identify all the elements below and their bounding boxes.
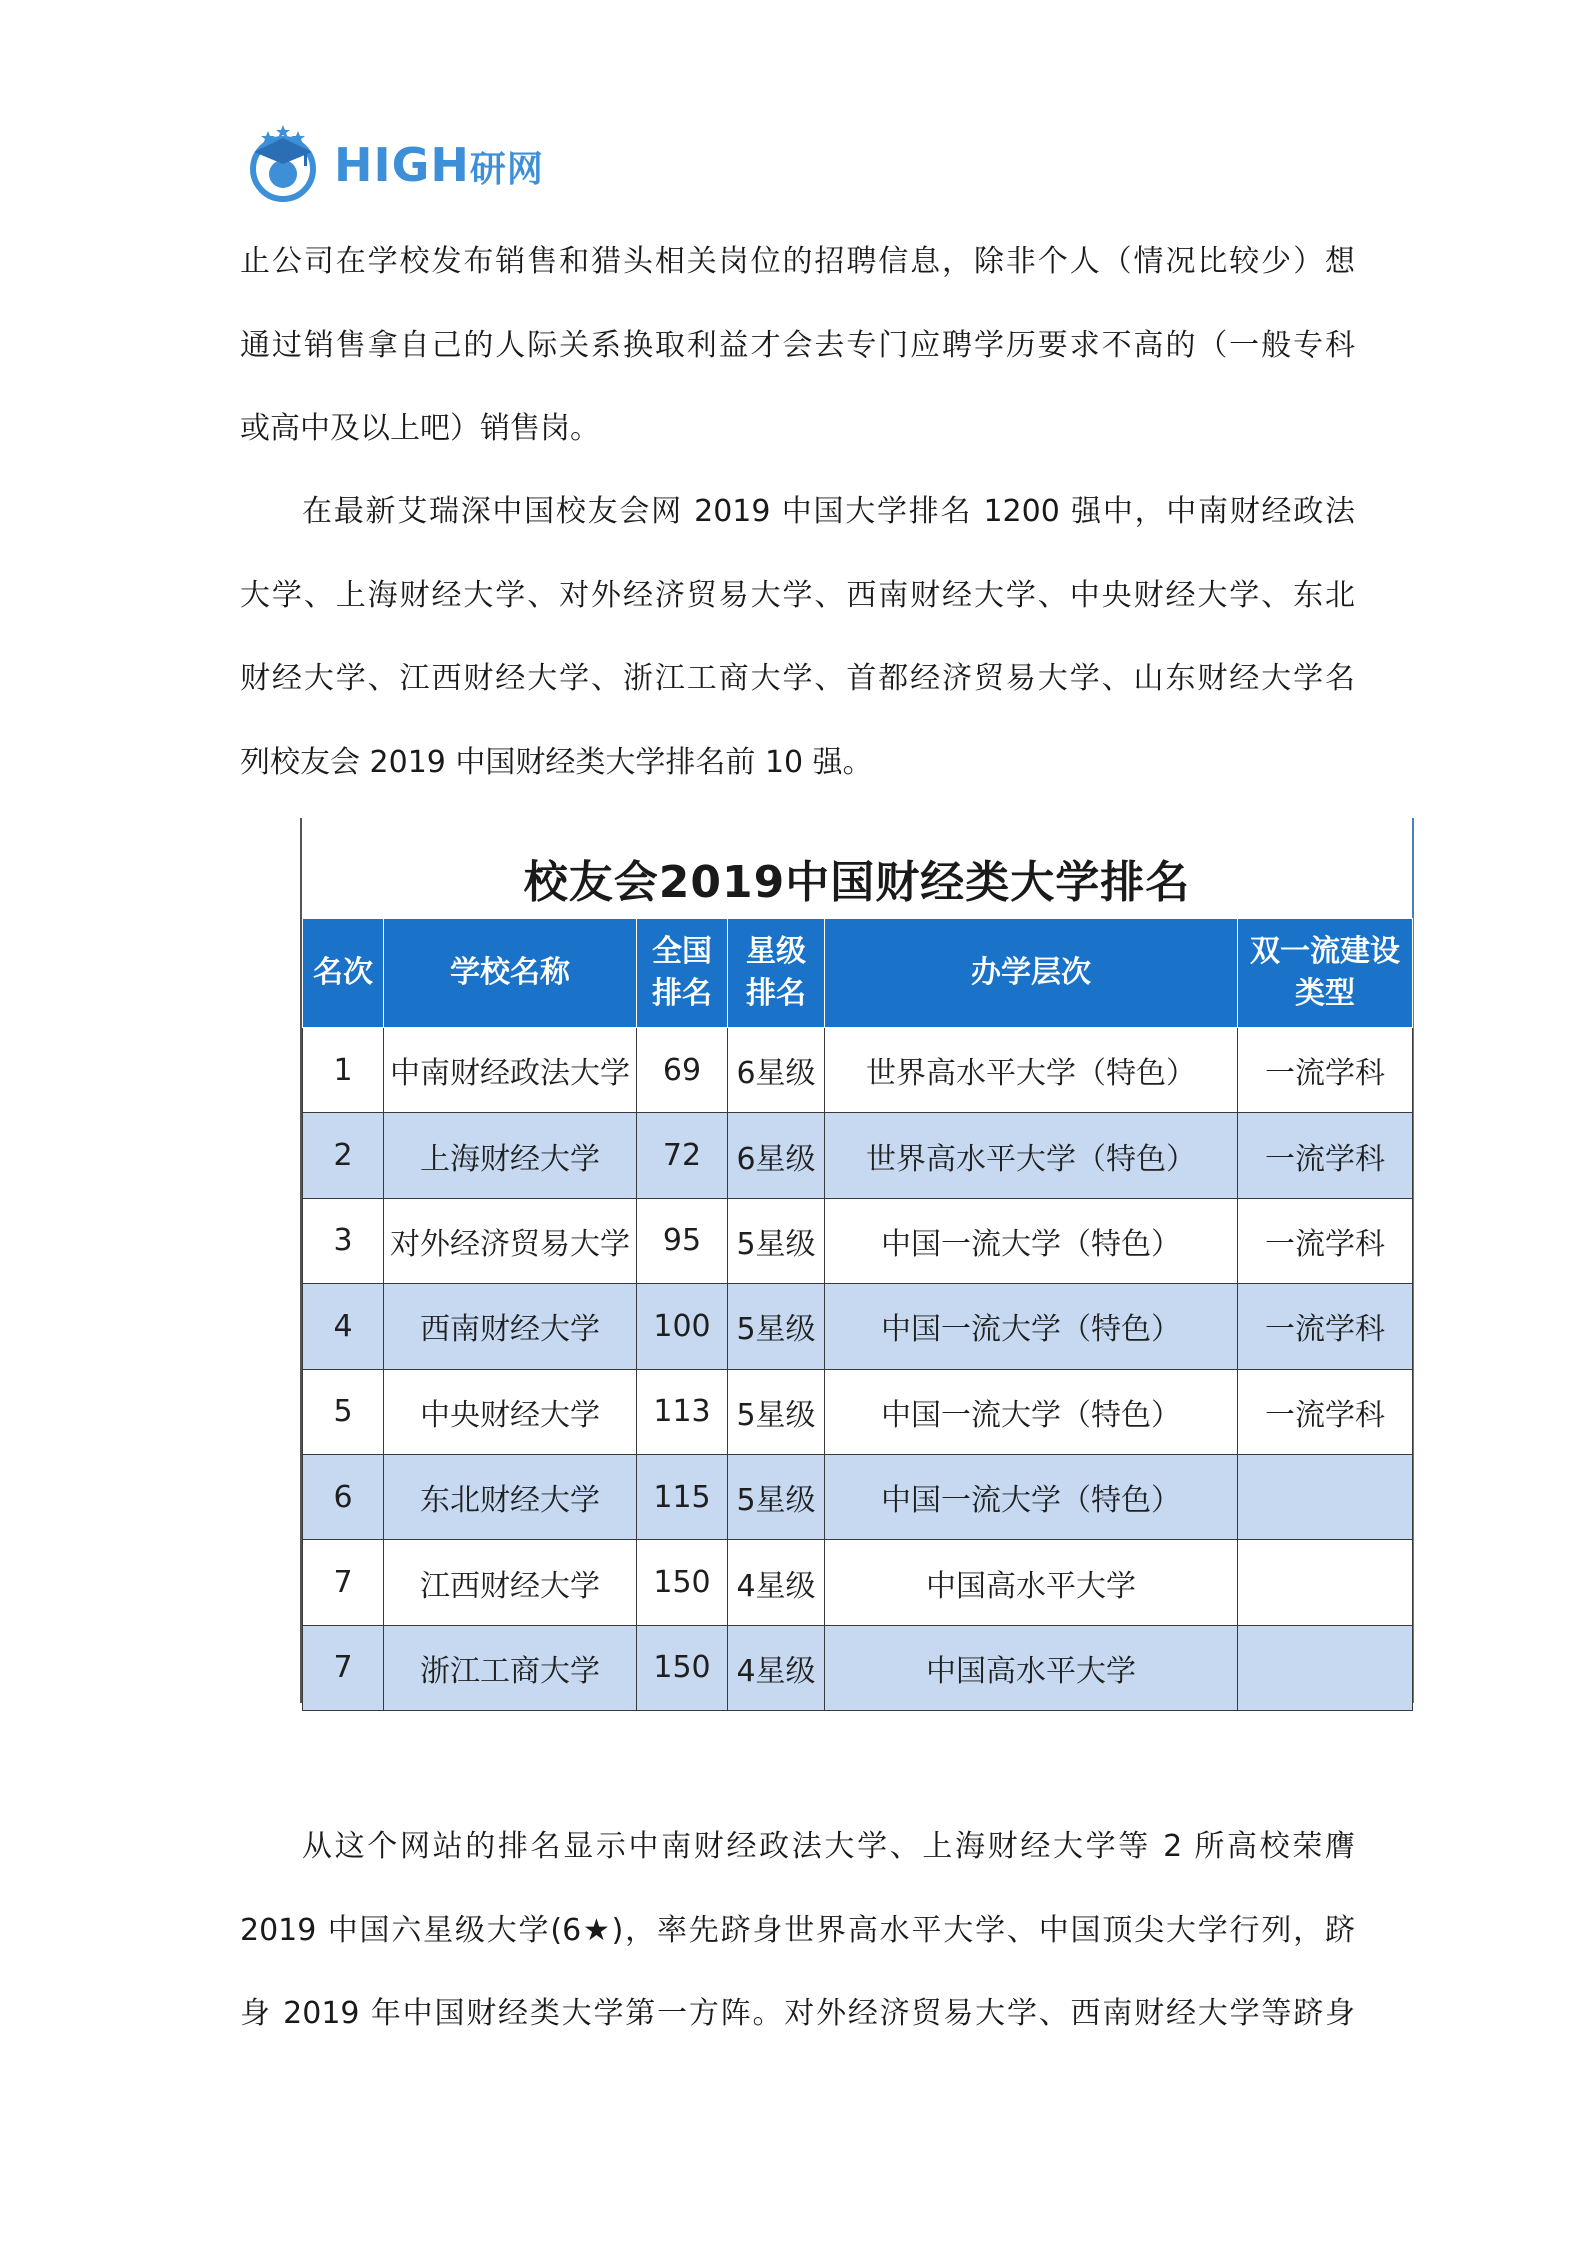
- cell-level: 世界高水平大学（特色）: [825, 1113, 1238, 1198]
- cell-national-rank: 150: [637, 1625, 728, 1710]
- text-line: 通过销售拿自己的人际关系换取利益才会去专门应聘学历要求不高的（一般专科: [240, 327, 1355, 363]
- cell-rank: 1: [303, 1028, 384, 1113]
- cell-double-first: [1238, 1540, 1413, 1625]
- cell-level: 中国高水平大学: [825, 1625, 1238, 1710]
- text-line: 身 2019 年中国财经类大学第一方阵。对外经济贸易大学、西南财经大学等跻身: [240, 1996, 1355, 2031]
- cell-double-first: [1238, 1625, 1413, 1710]
- header-rank: 名次: [303, 919, 384, 1028]
- header-national-rank: [637, 919, 728, 1028]
- cell-rank: 2: [303, 1113, 384, 1198]
- text-line: 在最新艾瑞深中国校友会网 2019 中国大学排名 1200 强中，中南财经政法: [302, 494, 1355, 529]
- cell-level: 中国一流大学（特色）: [825, 1284, 1238, 1369]
- ranking-table-figure: [300, 818, 1414, 1703]
- cell-national-rank: 100: [637, 1284, 728, 1369]
- cell-rank: 7: [303, 1540, 384, 1625]
- cell-stars: 5星级: [728, 1198, 825, 1283]
- cell-level: 中国高水平大学: [825, 1540, 1238, 1625]
- cell-school: 上海财经大学: [384, 1113, 637, 1198]
- cell-stars: 4星级: [728, 1540, 825, 1625]
- cell-stars: 4星级: [728, 1625, 825, 1710]
- cell-rank: 5: [303, 1369, 384, 1454]
- text-line: 大学、上海财经大学、对外经济贸易大学、西南财经大学、中央财经大学、东北: [240, 577, 1355, 613]
- header-school: 学校名称: [384, 919, 637, 1028]
- cell-national-rank: 150: [637, 1540, 728, 1625]
- cell-double-first: 一流学科: [1238, 1113, 1413, 1198]
- cell-school: 中央财经大学: [384, 1369, 637, 1454]
- graduation-cap-icon: [240, 122, 326, 208]
- cell-double-first: [1238, 1454, 1413, 1539]
- header-line: 全国: [652, 934, 712, 969]
- paragraph-2: [240, 470, 1355, 804]
- header-stars: [728, 919, 825, 1028]
- cell-double-first: 一流学科: [1238, 1284, 1413, 1369]
- cell-level: 中国一流大学（特色）: [825, 1454, 1238, 1539]
- cell-stars: 6星级: [728, 1113, 825, 1198]
- header-line: 类型: [1295, 976, 1355, 1011]
- cell-school: 东北财经大学: [384, 1454, 637, 1539]
- cell-level: 中国一流大学（特色）: [825, 1369, 1238, 1454]
- table-header-row: [303, 919, 1413, 1028]
- header-line: 星级: [746, 934, 806, 969]
- cell-double-first: 一流学科: [1238, 1198, 1413, 1283]
- paragraph-1: [240, 220, 1355, 471]
- table-row: [303, 1540, 1413, 1625]
- cell-stars: 5星级: [728, 1369, 825, 1454]
- header-double-first: [1238, 919, 1413, 1028]
- table-row: [303, 1284, 1413, 1369]
- table-title: 校友会2019中国财经类大学排名: [523, 857, 1191, 908]
- text-line: 止公司在学校发布销售和猎头相关岗位的招聘信息，除非个人（情况比较少）想: [240, 244, 1355, 279]
- logo-text-cn: 研网: [469, 149, 544, 190]
- header-line: 双一流建设: [1250, 934, 1400, 969]
- text-line: 或高中及以上吧）销售岗。: [240, 411, 600, 446]
- text-line: 2019 中国六星级大学(6★)，率先跻身世界高水平大学、中国顶尖大学行列，跻: [240, 1912, 1355, 1948]
- cell-school: 对外经济贸易大学: [384, 1198, 637, 1283]
- site-logo: [240, 110, 560, 220]
- cell-school: 浙江工商大学: [384, 1625, 637, 1710]
- paragraph-3: [240, 1805, 1355, 2056]
- cell-national-rank: 95: [637, 1198, 728, 1283]
- text-line: 从这个网站的排名显示中南财经政法大学、上海财经大学等 2 所高校荣膺: [302, 1829, 1355, 1864]
- text-line: 列校友会 2019 中国财经类大学排名前 10 强。: [240, 744, 873, 780]
- cell-national-rank: 72: [637, 1113, 728, 1198]
- cell-school: 西南财经大学: [384, 1284, 637, 1369]
- table-row: [303, 1454, 1413, 1539]
- cell-national-rank: 69: [637, 1028, 728, 1113]
- cell-double-first: 一流学科: [1238, 1369, 1413, 1454]
- table-row: [303, 1369, 1413, 1454]
- table-row: [303, 1113, 1413, 1198]
- header-level: 办学层次: [825, 919, 1238, 1028]
- logo-text: [334, 138, 544, 192]
- cell-stars: 5星级: [728, 1284, 825, 1369]
- cell-school: 中南财经政法大学: [384, 1028, 637, 1113]
- cell-school: 江西财经大学: [384, 1540, 637, 1625]
- cell-rank: 4: [303, 1284, 384, 1369]
- table-row: [303, 1625, 1413, 1710]
- header-line: 排名: [652, 976, 712, 1011]
- header-line: 排名: [746, 976, 806, 1011]
- table-row: [303, 1028, 1413, 1113]
- cell-stars: 5星级: [728, 1454, 825, 1539]
- cell-rank: 7: [303, 1625, 384, 1710]
- table-row: [303, 1198, 1413, 1283]
- cell-rank: 3: [303, 1198, 384, 1283]
- cell-level: 世界高水平大学（特色）: [825, 1028, 1238, 1113]
- cell-national-rank: 113: [637, 1369, 728, 1454]
- cell-national-rank: 115: [637, 1454, 728, 1539]
- cell-rank: 6: [303, 1454, 384, 1539]
- cell-level: 中国一流大学（特色）: [825, 1198, 1238, 1283]
- logo-text-latin: HIGH: [334, 138, 470, 192]
- cell-stars: 6星级: [728, 1028, 825, 1113]
- text-line: 财经大学、江西财经大学、浙江工商大学、首都经济贸易大学、山东财经大学名: [240, 661, 1355, 696]
- ranking-table: [302, 918, 1413, 1711]
- cell-double-first: 一流学科: [1238, 1028, 1413, 1113]
